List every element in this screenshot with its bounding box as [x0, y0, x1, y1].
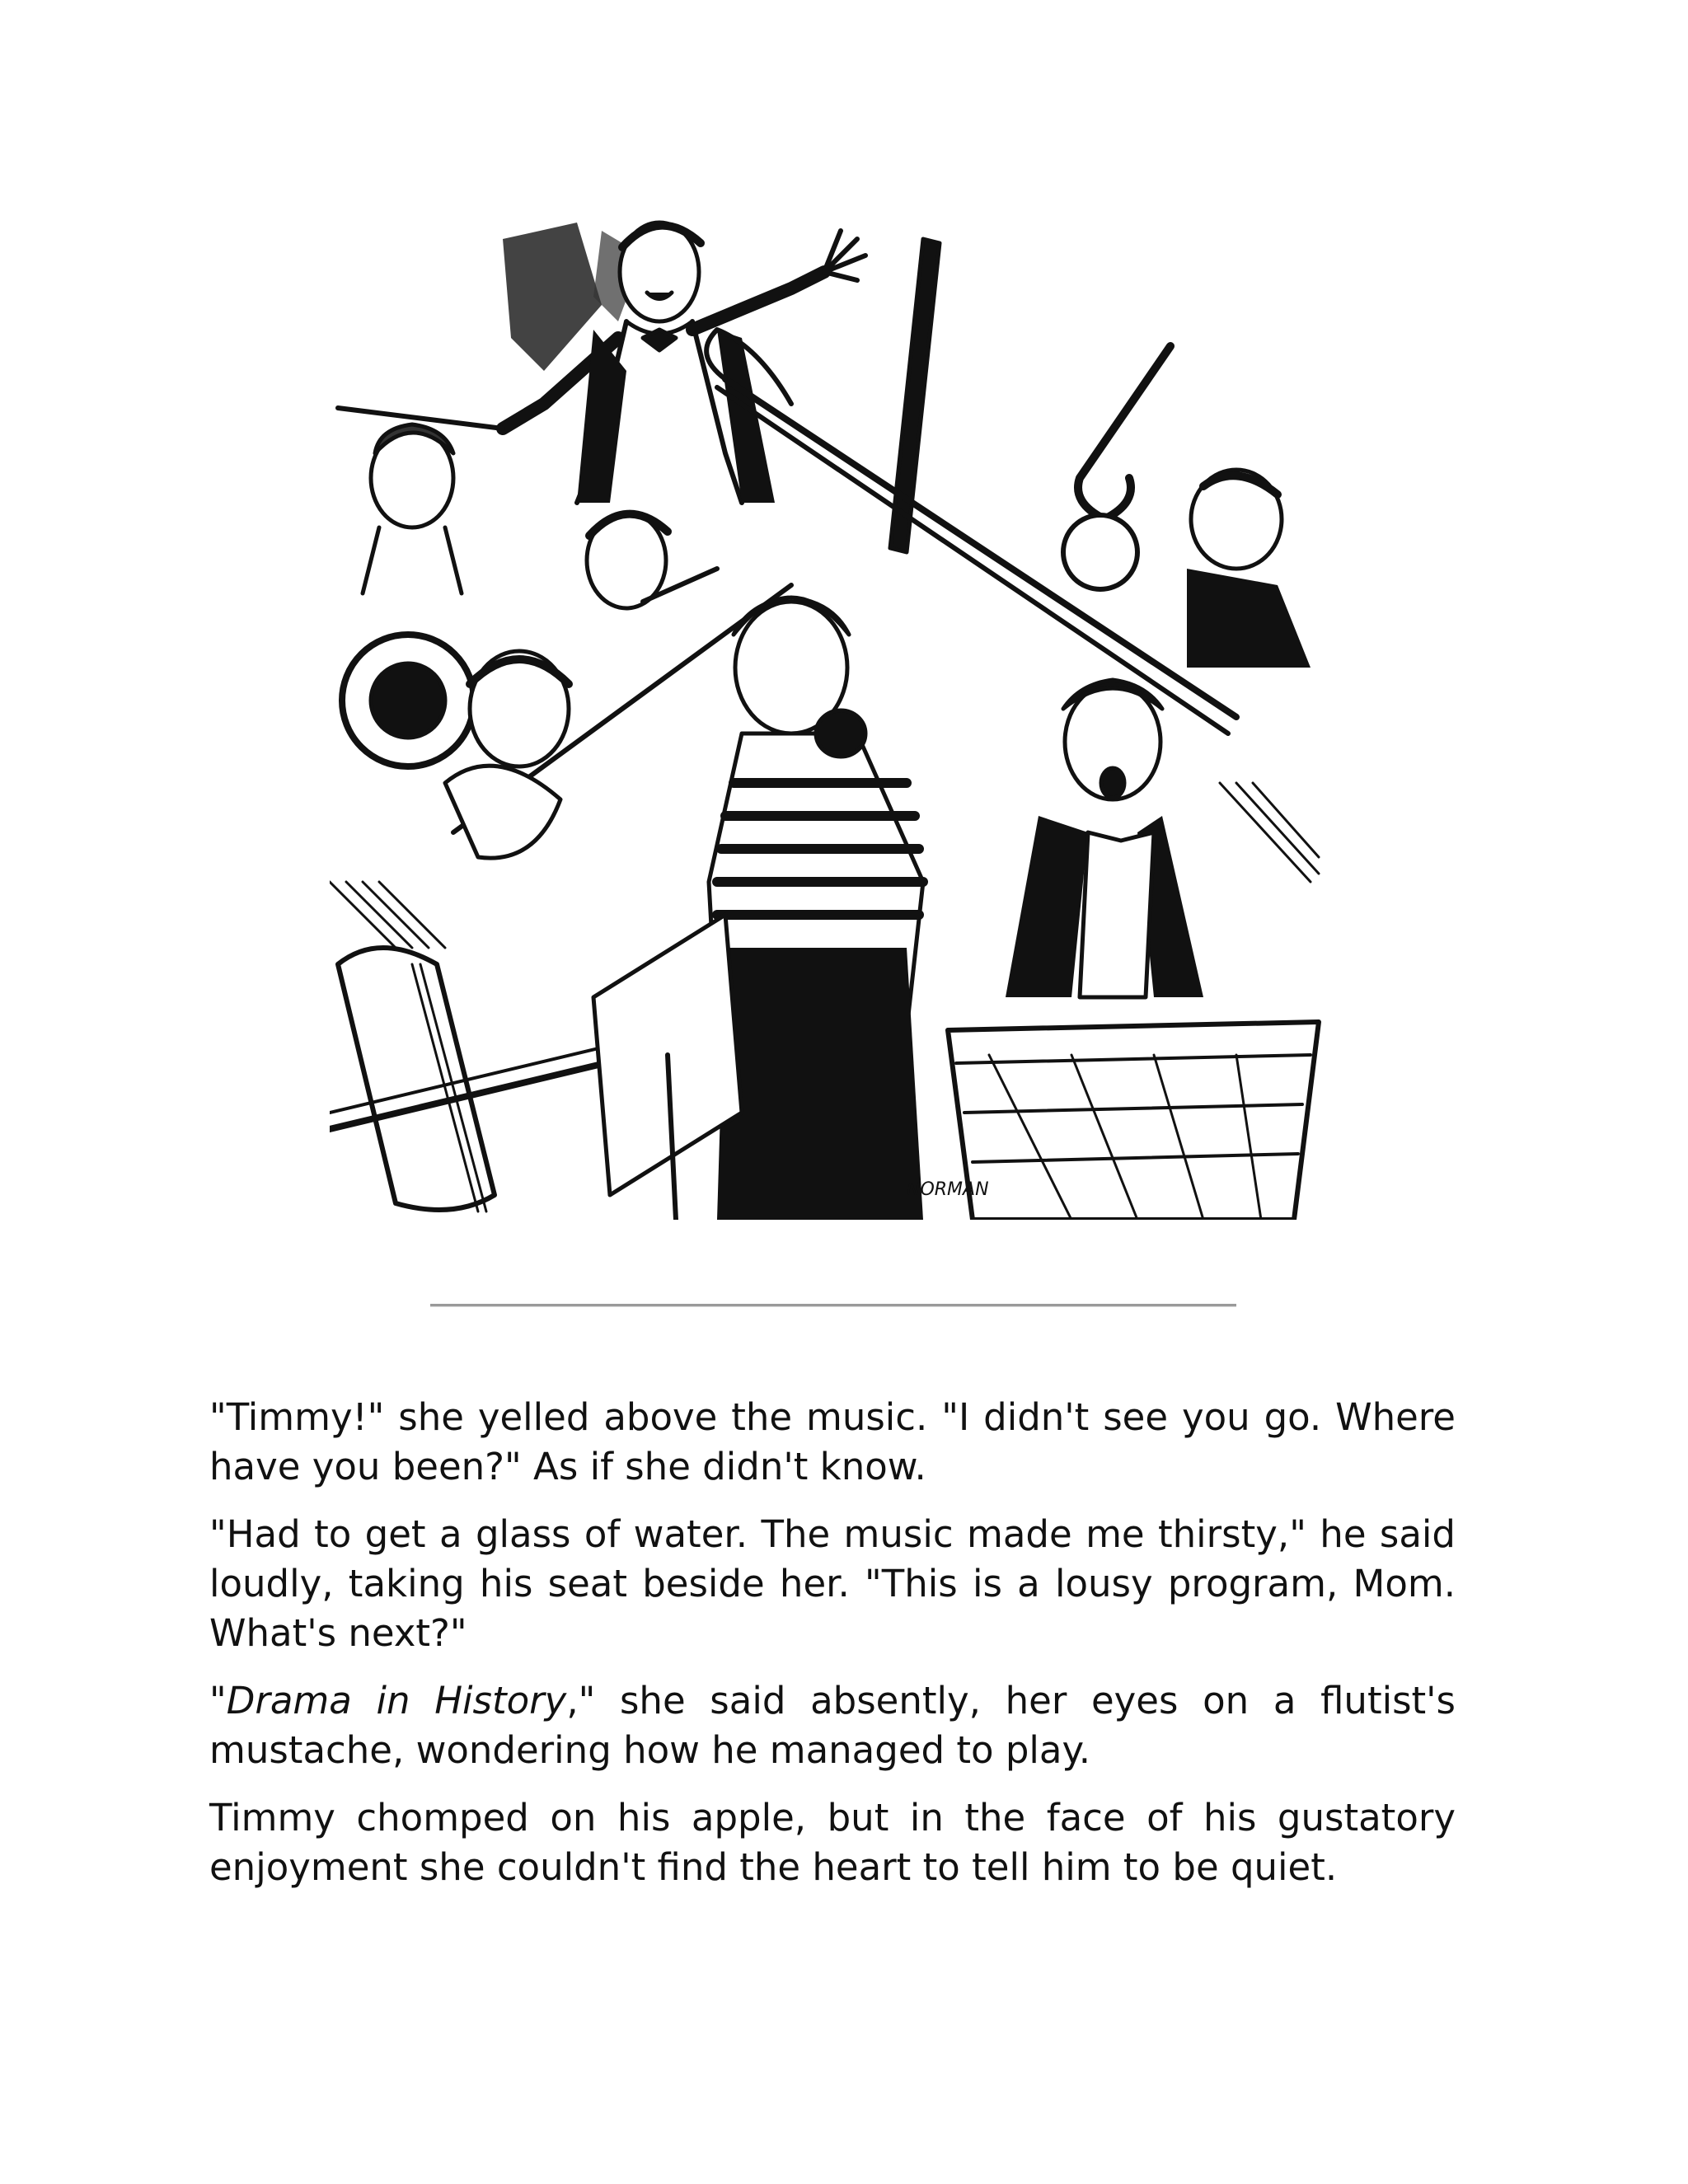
- section-divider: [430, 1304, 1236, 1307]
- paragraph-4: Timmy chomped on his apple, but in the face of his gustatory enjoyment she couldn't find the heart to tell him to be quiet.: [209, 1796, 1456, 1889]
- story-text: [209, 1393, 1456, 1910]
- paragraph-3-open-quote: ": [209, 1679, 227, 1722]
- orchestra-illustration: [330, 206, 1327, 1220]
- paragraph-1: "Timmy!" she yelled above the music. "I didn't see you go. Where have you been?" As if she didn't know.: [209, 1395, 1456, 1488]
- paragraph-3-title: Drama in History: [226, 1679, 567, 1722]
- orchestra-drawing: [330, 206, 1327, 1220]
- paragraph-3: [209, 1676, 1456, 1775]
- paragraph-3-rest: ," she said absently, her eyes on a flutist's mustache, wondering how he managed to play.: [209, 1679, 1456, 1772]
- paragraph-2: "Had to get a glass of water. The music made me thirsty," he said loudly, taking his seat beside her. "This is a lousy program, Mom. What's next?": [209, 1512, 1456, 1655]
- artist-signature: NORMAN: [907, 1179, 989, 1200]
